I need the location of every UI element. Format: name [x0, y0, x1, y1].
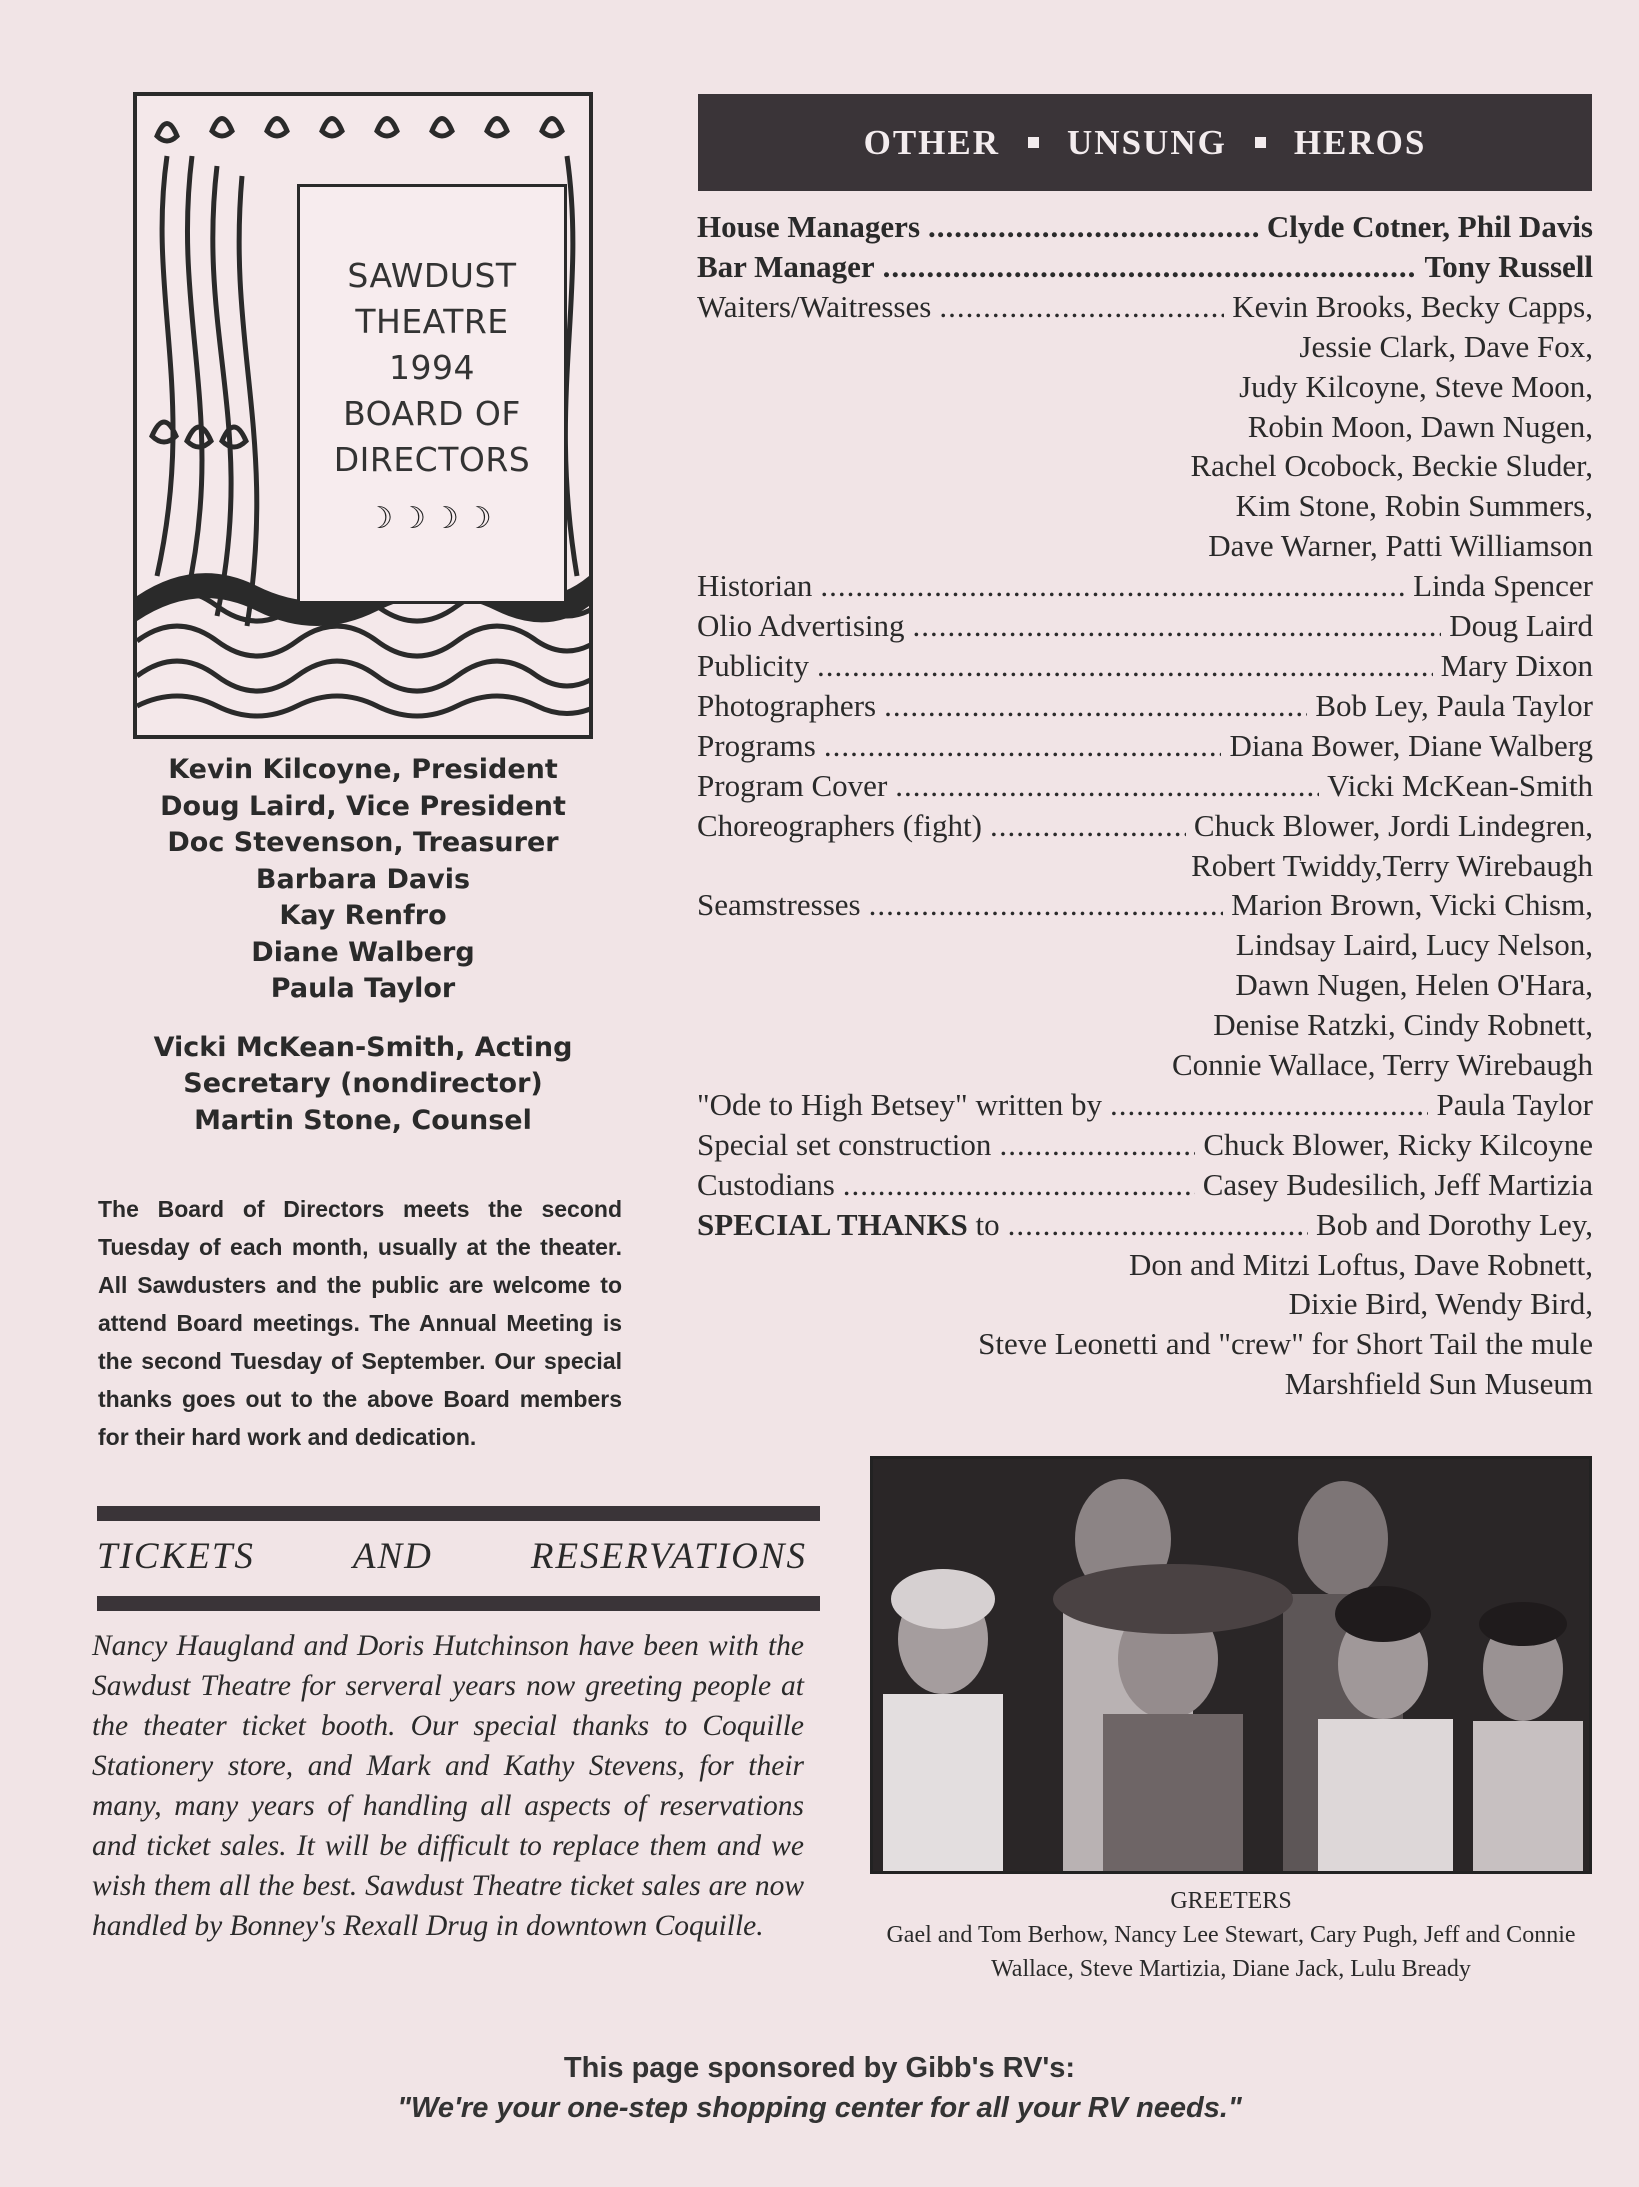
- special-thanks-suffix: to: [967, 1206, 1000, 1242]
- credit-row: [697, 885, 1593, 925]
- credit-role: Historian: [697, 568, 813, 604]
- leader-dots: [817, 646, 1433, 686]
- credit-row: [697, 1085, 1593, 1125]
- art-title-line: BOARD OF: [343, 393, 521, 433]
- board-other-line: Martin Stone, Counsel: [194, 1104, 532, 1136]
- credit-continuation: Dawn Nugen, Helen O'Hara,: [1235, 967, 1593, 1003]
- board-non-directors: [98, 1030, 628, 1140]
- credit-names: Vicki McKean-Smith: [1327, 767, 1593, 803]
- credit-continuation: Robin Moon, Dawn Nugen,: [1247, 408, 1593, 444]
- sponsor-footer: [0, 2048, 1639, 2128]
- leader-dots: [999, 1125, 1195, 1165]
- leader-dots: [913, 606, 1442, 646]
- tickets-rule-bottom: [97, 1596, 820, 1611]
- credit-row: [697, 1165, 1593, 1205]
- tickets-heading-word: RESERVATIONS: [530, 1536, 807, 1577]
- board-officers: [98, 752, 628, 1008]
- credit-names: Chuck Blower, Ricky Kilcoyne: [1203, 1126, 1593, 1162]
- board-of-directors-list: [98, 752, 628, 1139]
- heros-banner: [698, 94, 1592, 191]
- credit-continuation: Jessie Clark, Dave Fox,: [1299, 328, 1593, 364]
- board-member: Kevin Kilcoyne, President: [168, 754, 558, 785]
- art-title-line: 1994: [389, 347, 475, 387]
- credit-row: [697, 287, 1593, 327]
- credit-role: Photographers: [697, 687, 877, 723]
- art-title-line: SAWDUST: [347, 255, 517, 295]
- art-title-panel: [297, 184, 567, 604]
- credit-row: [697, 606, 1593, 646]
- credit-role: Choreographers (fight): [697, 807, 982, 843]
- board-member: Doug Laird, Vice President: [160, 790, 566, 822]
- tickets-heading-word: TICKETS: [97, 1536, 255, 1577]
- sponsor-line: This page sponsored by Gibb's RV's:: [563, 2052, 1076, 2084]
- credit-names: Bob and Dorothy Ley,: [1316, 1206, 1593, 1242]
- photo-caption-title: GREETERS: [1170, 1888, 1292, 1914]
- credit-continuation: Lindsay Laird, Lucy Nelson,: [1235, 927, 1593, 963]
- credit-role: Programs: [697, 727, 816, 763]
- credit-row: [697, 1125, 1593, 1165]
- credit-row: [697, 686, 1593, 726]
- credit-names: Kevin Brooks, Becky Capps,: [1232, 288, 1593, 324]
- leader-dots: [843, 1165, 1195, 1205]
- credit-role: Program Cover: [697, 767, 888, 803]
- board-member: Paula Taylor: [270, 973, 456, 1004]
- credit-continuation: Marshfield Sun Museum: [1284, 1366, 1593, 1402]
- credits-list: [697, 207, 1593, 1404]
- credit-role: House Managers: [697, 209, 921, 244]
- credit-continuation: Don and Mitzi Loftus, Dave Robnett,: [1128, 1246, 1593, 1282]
- leader-dots: [939, 287, 1224, 327]
- credit-role: Seamstresses: [697, 887, 861, 923]
- leader-dots: [824, 726, 1222, 766]
- credit-continuation: Dave Warner, Patti Williamson: [1208, 528, 1593, 564]
- photo-caption: [870, 1884, 1592, 1986]
- credit-continuation: Judy Kilcoyne, Steve Moon,: [1239, 368, 1593, 404]
- credit-continuation: Dixie Bird, Wendy Bird,: [1288, 1286, 1593, 1322]
- board-meeting-note: The Board of Directors meets the second Tuesday of each month, usually at the theater. All Sawdusters and the public are welcome to attend Board meetings. The Annual Meeting is the second Tuesday of September. Our special thanks goes out to the above Board members for their hard work and dedication.: [98, 1196, 622, 1450]
- greeters-photo: [870, 1456, 1592, 1874]
- credit-continuation: Denise Ratzki, Cindy Robnett,: [1213, 1007, 1593, 1043]
- board-artwork: [133, 92, 593, 739]
- credit-continuation: Steve Leonetti and "crew" for Short Tail the mule: [978, 1326, 1593, 1362]
- sponsor-tagline: "We're your one-step shopping center for all your RV needs.": [397, 2092, 1242, 2124]
- credit-names: Casey Budesilich, Jeff Martizia: [1202, 1166, 1593, 1202]
- greeters-photo-image: [873, 1459, 1589, 1871]
- credit-row: [697, 766, 1593, 806]
- credit-continuation: Connie Wallace, Terry Wirebaugh: [1171, 1047, 1593, 1083]
- board-member: Kay Renfro: [279, 900, 447, 931]
- square-bullet-icon: [1028, 137, 1039, 148]
- credit-role: Olio Advertising: [697, 608, 905, 644]
- art-title-line: DIRECTORS: [333, 439, 531, 479]
- tickets-heading-word: AND: [352, 1536, 433, 1577]
- credit-names: Linda Spencer: [1413, 568, 1593, 604]
- art-title-line: THEATRE: [355, 301, 509, 341]
- credit-row: [697, 566, 1593, 606]
- leader-dots: [1110, 1085, 1428, 1125]
- credit-names: Diana Bower, Diane Walberg: [1229, 727, 1593, 763]
- board-other-line: Secretary (nondirector): [183, 1068, 543, 1099]
- board-member: Diane Walberg: [251, 936, 475, 968]
- credit-row: [697, 726, 1593, 766]
- leader-dots: [884, 686, 1307, 726]
- credit-role: "Ode to High Betsey" written by: [697, 1086, 1102, 1122]
- leader-dots: [820, 566, 1405, 606]
- leader-dots: [895, 766, 1319, 806]
- credit-role: [697, 1205, 1000, 1245]
- credit-names: Clyde Cotner, Phil Davis: [1266, 209, 1593, 244]
- photo-caption-names: Gael and Tom Berhow, Nancy Lee Stewart, Cary Pugh, Jeff and Connie Wallace, Steve Martizia, Diane Jack, Lulu Bready: [886, 1922, 1576, 1982]
- credit-names: Chuck Blower, Jordi Lindegren,: [1193, 807, 1593, 843]
- credit-role: Waiters/Waitresses: [697, 288, 932, 324]
- credit-row: [697, 646, 1593, 686]
- leader-dots: [883, 247, 1417, 287]
- square-bullet-icon: [1255, 137, 1266, 148]
- credit-row: [697, 1205, 1593, 1245]
- heros-title-word: OTHER: [863, 122, 1001, 162]
- tickets-rule-top: [97, 1506, 820, 1521]
- heros-title-word: UNSUNG: [1067, 122, 1227, 162]
- credit-row: [697, 207, 1593, 247]
- board-other-line: Vicki McKean-Smith, Acting: [153, 1031, 573, 1063]
- credit-role: Special set construction: [697, 1126, 992, 1162]
- leader-dots: [990, 806, 1186, 846]
- leader-dots: [869, 885, 1224, 925]
- special-thanks-label: SPECIAL THANKS: [697, 1206, 968, 1242]
- credit-row: [697, 806, 1593, 846]
- credit-continuation: Robert Twiddy,Terry Wirebaugh: [1191, 847, 1593, 883]
- tickets-paragraph: Nancy Haugland and Doris Hutchinson have been with the Sawdust Theatre for serveral years now greeting people at the theater ticket booth. Our special thanks to Coquille Stationery store, and Mark and Kathy Stevens, for their many, many years of handling all aspects of reservations and ticket sales. It will be difficult to replace them and we wish them all the best. Sawdust Theatre ticket sales are now handled by Bonney's Rexall Drug in downtown Coquille.: [92, 1630, 804, 1942]
- heros-title-word: HEROS: [1293, 122, 1427, 162]
- tickets-heading: [97, 1535, 807, 1578]
- moon-ornament-icon: ☽☽☽☽: [366, 501, 498, 535]
- board-member: Barbara Davis: [255, 863, 471, 895]
- leader-dots: [1008, 1205, 1308, 1245]
- leader-dots: [928, 207, 1259, 247]
- credit-role: Bar Manager: [697, 248, 875, 284]
- credit-names: Mary Dixon: [1440, 647, 1593, 683]
- credit-names: Paula Taylor: [1436, 1086, 1593, 1122]
- credit-continuation: Rachel Ocobock, Beckie Sluder,: [1190, 448, 1593, 484]
- board-member: Doc Stevenson, Treasurer: [167, 827, 559, 858]
- credit-row: [697, 247, 1593, 287]
- credit-names: Bob Ley, Paula Taylor: [1315, 687, 1593, 723]
- credit-continuation: Kim Stone, Robin Summers,: [1235, 488, 1593, 524]
- credit-names: Marion Brown, Vicki Chism,: [1231, 887, 1593, 923]
- credit-names: Doug Laird: [1449, 608, 1593, 644]
- credit-names: Tony Russell: [1424, 248, 1593, 284]
- credit-role: Custodians: [697, 1166, 835, 1202]
- credit-role: Publicity: [697, 647, 809, 683]
